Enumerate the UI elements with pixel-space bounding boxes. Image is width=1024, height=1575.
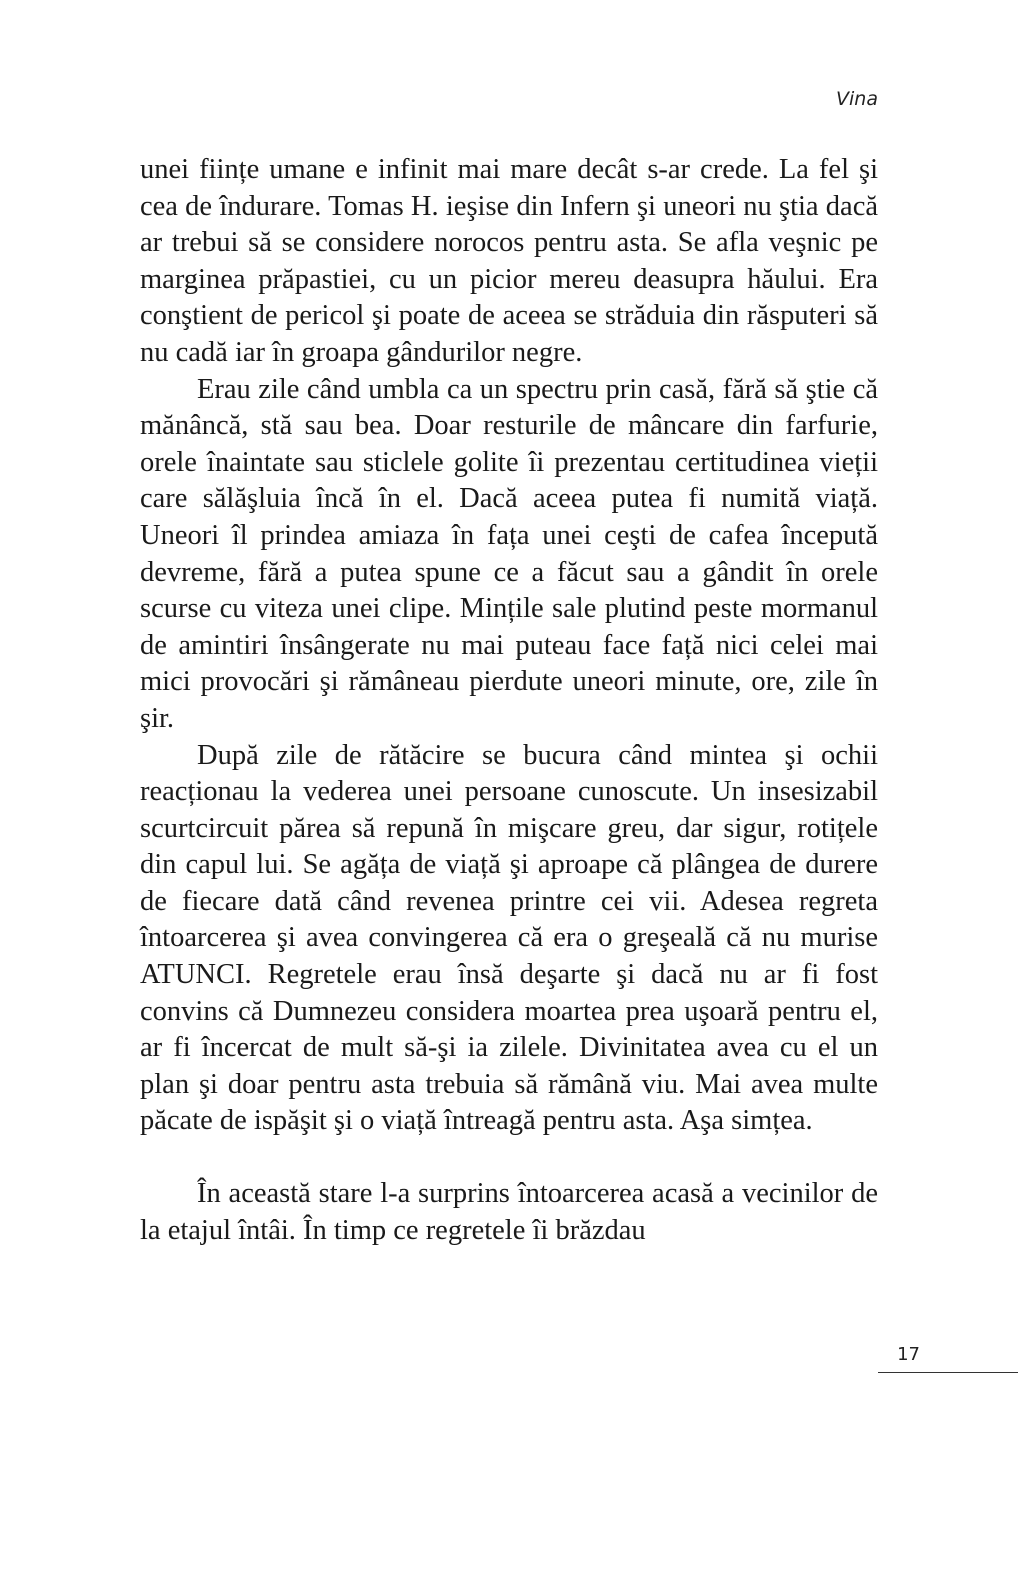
paragraph: Erau zile când umbla ca un spectru prin casă, fără să ştie că mănâncă, stă sau bea. Doar resturile de mâncare din farfurie, orele înaintate sau sticlele golite îi prezentau certitudinea vieții care sălăşluia încă în el. Dacă aceea putea fi numită viață. Uneori îl prindea amiaza în fața unei ceşti de cafea începută devreme, fără a putea spune ce a făcut sau a gândit în orele scurse cu viteza unei clipe. Mințile sale plutind peste mormanul de amintiri însângerate nu mai puteau face față nici celei mai mici provocări şi rămâneau pierdute uneori minute, ore, zile în şir. [140,373,878,734]
paragraph-section-start: În această stare l-a surprins întoarcerea acasă a vecinilor de la etajul întâi. În timp ce regretele îi brăzdau [140,1178,878,1246]
paragraph-continuation: unei ființe umane e infinit mai mare decât s-ar crede. La fel şi cea de îndurare. Tomas H. ieşise din Infern şi uneori nu ştia dacă ar trebui să se considere norocos pentru asta. Se afla veşnic pe marginea prăpastiei, cu un picior mereu deasupra hăului. Era conştient de pericol şi poate de aceea se străduia din răsputeri să nu cadă iar în groapa gândurilor negre. [140,154,878,368]
paragraph: După zile de rătăcire se bucura când mintea şi ochii reacționau la vederea unei persoane cunoscute. Un insesizabil scurtcircuit părea să repună în mişcare greu, dar sigur, rotițele din capul lui. Se agăța de viață şi aproape că plângea de durere de fiecare dată când revenea printre cei vii. Adesea regreta întoarcerea şi avea convingerea că era o greşeală că nu murise ATUNCI. Regretele erau însă deşarte şi dacă nu ar fi fost convins că Dumnezeu considera moartea prea uşoară pentru el, ar fi încercat de mult să-şi ia zilele. Divinitatea avea cu el un plan şi doar pentru asta trebuia să rămână viu. Mai avea multe păcate de ispăşit şi o viață întreagă pentru asta. Aşa simțea. [140,739,878,1137]
body-text [140,152,878,1249]
page-number: 17 [897,1344,920,1365]
running-header: Vina [836,88,878,110]
footer-rule [878,1372,1018,1373]
